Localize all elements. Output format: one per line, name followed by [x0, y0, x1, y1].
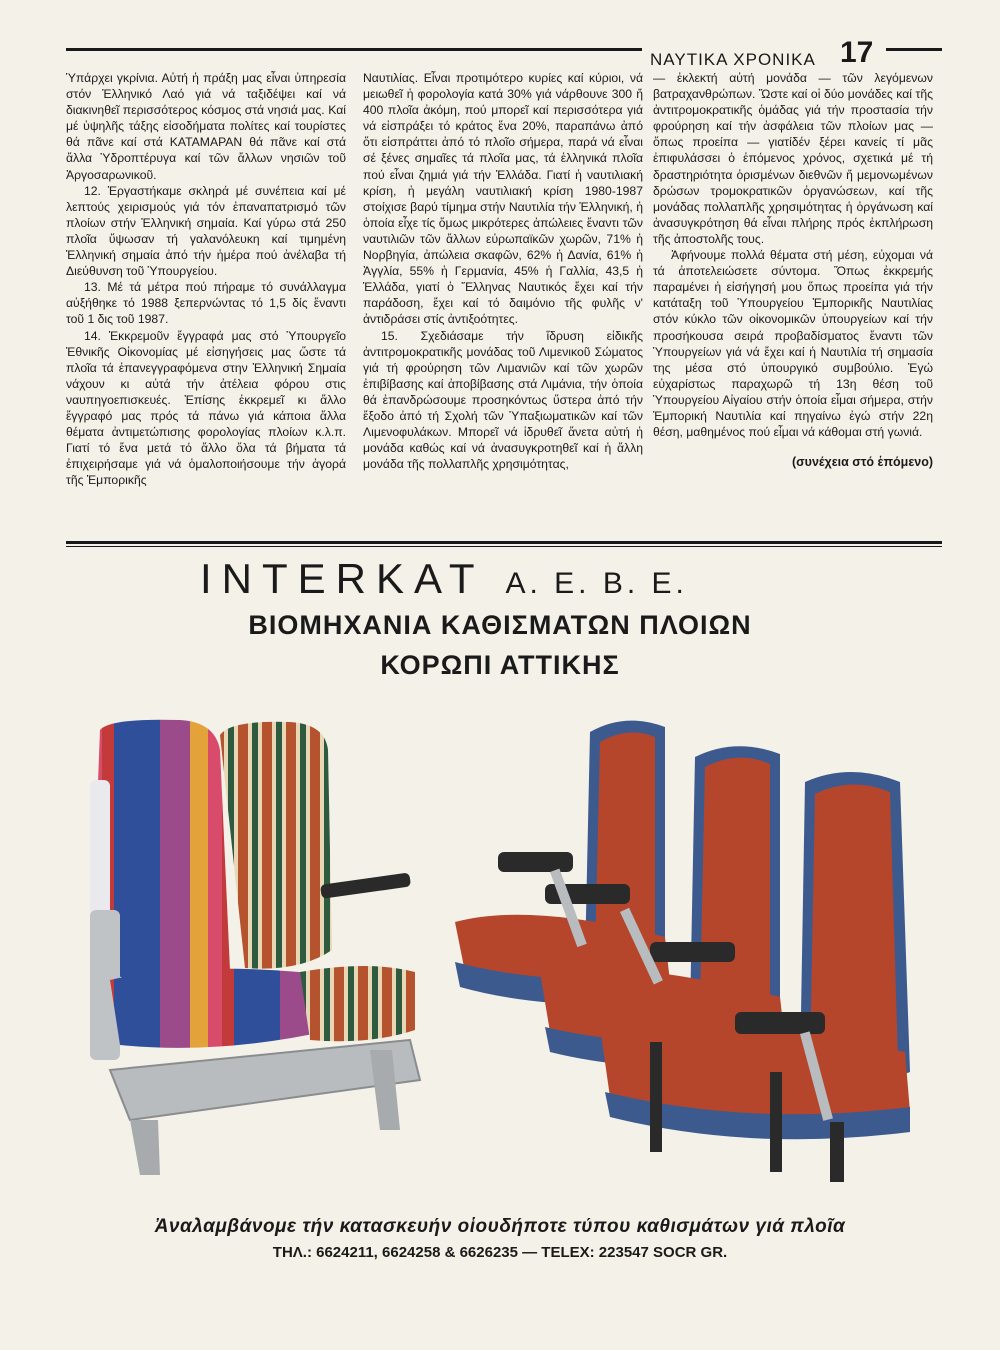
ad-subtitle-location: ΚΟΡΩΠΙ ΑΤΤΙΚΗΣ [380, 650, 620, 680]
paragraph: 14. Ἐκκρεμοῦν ἔγγραφά μας στό Ὑπουργεῖο Ἐθνικῆς Οἰκονομίας μέ εἰσηγήσεις μας ὥστε τά πλοῖα τά ἐπανεγγραφόμενα στην Ἑλληνική Σημαία νάχουν κι αὐτά τήν ἀτέλεια φόρου στις ναυπηγοεπισκευές. Ἐπίσης ἐκκρεμεῖ κι ἄλλο ἔγγραφό μας πρός τά πάνω γιά κάποια ἄλλα θέματα ἀντιμετώπισης φορολογίας πλοίων κ.λ.π. Γιατί τό ἔνα μετά τό ἄλλο ὅλα τά βήματα τά ἐπιχειρήσαμε γιά νά ὁμαλοποιήσουμε τήν ἀγορά τῆς Ἐμπορικῆς [66, 328, 346, 488]
row-seats-photo [450, 712, 940, 1190]
header-rule-left [66, 48, 642, 51]
header-rule-right [886, 48, 942, 51]
paragraph: Ναυτιλίας. Εἶναι προτιμότερο κυρίες καί κύριοι, νά μειωθεῖ ἡ φορολογία κατά 30% γιά νάρθουνε 300 ἤ 400 πλοῖα ἀκόμη, πού μπορεῖ καί περισσότερα γιά νά εἰσπράξει τό κράτος ἕνα 20%, παραπάνω ἀπό ὅτι εἰσπράττει ἀπό τό πλοῖο σήμερα, παρά νά εἶναι σέ ξένες σημαῖες τά πλοῖα μας, τά ἑλληνικά πλοῖα πού εἶναι ζημιά γιά τήν Ἑλλάδα. Γιατί ἡ ναυτιλιακή κρίση, ἡ μεγάλη ναυτιλιακή κρίση 1980-1987 στοίχισε βαρύ τίμημα στήν Ναυτιλία τήν Ἑλληνική, ἡ ὁποία εἶχε τίς ὅμως μικρότερες ἀπώλειες ἔναντι τῶν ναυτιλιῶν τῶν ἄλλων εὐρωπαϊκῶν χωρῶν, 71% ἡ Νορβηγία, ἀπώλεια σκαφῶν, 62% ἡ Δανία, 61% ἡ Ἀγγλία, 55% ἡ Γερμανία, 45% ἡ Γαλλία, 43,5 ἡ Ἑλλάδα, γιατί ὁ Ἕλληνας Ναυτικός ἔχει καί τήν παράδοση, ἔχει καί τό δαιμόνιο τῆς φυλῆς ν' ἀντιδράσει στίς ἀντιξοότητες. [363, 71, 643, 327]
paragraph: 15. Σχεδιάσαμε τήν ἵδρυση εἰδικῆς ἀντιτρομοκρατικῆς μονάδας τοῦ Λιμενικοῦ Σώματος γιά τή φρούρηση τῶν Λιμανιῶν καί τῶν χωρῶν ἐπιβίβασης καί ἀποβίβασης στά Λιμάνια, τήν ὁποία θά ἐπανδρώσουμε προσηκόντως ὕστερα ἀπό τήν ἔξοδο ἀπό τή Σχολή τῶν Ὑπαξιωματικῶν καί τῶν Λιμενοφυλάκων. Μπορεῖ νά ἱδρυθεῖ ἄνετα αὐτή ἡ μονάδα καθώς καί νά ἀνασυγκροτηθεῖ καί ἡ ἄλλη μονάδα τῆς πολλαπλῆς χρησιμότητας, [363, 328, 643, 472]
paragraph: 12. Ἐργαστήκαμε σκληρά μέ συνέπεια καί μέ λεπτούς χειρισμούς γιά τόν ἐπαναπατρισμό τῶν πλοίων στήν Ἑλληνική σημαία. Καί γύρω στά 250 πλοῖα ὕψωσαν τή γαλανόλευκη καί τιμημένη Ἑλληνική σημαία ἀπό τήν ἡμέρα πού ἀνέλαβα τή Διεύθυνση τοῦ Ὑπουργείου. [66, 183, 346, 279]
ad-contact: ΤΗΛ.: 6624211, 6624258 & 6626235 — TELEX: 223547 SOCR GR. [272, 1244, 728, 1261]
paragraph: — ἐκλεκτή αὐτή μονάδα — τῶν λεγόμενων βατραχανθρώπων. Ὥστε καί οἱ δύο μονάδες καί τῆς ἀντιτρομοκρατικῆς ὁμάδας γιά τήν προστασία τήν φρούρηση καί τήν ἀσφάλεια τῶν πλοίων μας — ὅπως προείπα — γιατίδέν ξέρει κανείς τί μᾶς ἐπιφυλάσσει ὁ ἐπόμενος χρόνος, σχετικά μέ τή δραστηριότητα ὁρισμένων διεθνῶν ἤ μεμονωμένων δρώσων τρομοκρατικῶν ὀργανώσεων, καί τῆς μονάδας πολλαπλῆς χρησιμότητας ἡ ὀργάνωση καί ἀνασυγκρότηση θά εἶναι πλήρης πρός ἐκπλήρωση τῆς ἀποστολῆς τους. [653, 71, 933, 246]
magazine-title: ΝΑΥΤΙΚΑ ΧΡΟΝΙΚΑ [650, 50, 816, 69]
company-suffix: A. E. B. E. [505, 567, 688, 600]
paragraph: Ἀφήνουμε πολλά θέματα στή μέση, εὐχομαι νά τά ἀποτελειώσετε σύντομα. Ὅπως ἐκκρεμής παραμένει ἡ εἰσήγησή μου ὅπως προείπα γιά τήν κατάταξη τοῦ Ὑπουργείου Ἐμπορικῆς Ναυτιλίας στόν κύκλο τῶν οἰκονομικῶν ὑπουργείων καί τήν προσήκουσα σειρά προβαδίσματος ἔναντι τῶν Ὑπουργείων γιά νά ἔχει καί ἡ Ναυτιλία τή σημασία της μέσα στό ὑπουργικό συμβούλιο. Ἐγώ εὐχαρίστως παραχωρῶ τή 13η θέση τοῦ Ὑπουργείου Αἰγαίου στήν ὁποία εἶμαι σήμερα, στήν Ἐμπορική Ναυτιλία καί πηγαίνω ἐγώ στήν 22η θέση, μαθημένος πού εἶμαι νά κάθομαι στή γωνιά. [653, 248, 933, 440]
article-column-2 [363, 70, 643, 472]
ad-tagline: Ἀναλαμβάνομε τήν κατασκευήν οἱουδήποτε τύπου καθισμάτων γιά πλοῖα [154, 1216, 846, 1237]
paragraph: Ὑπάρχει γκρίνια. Αὐτή ἡ πράξη μας εἶναι ὑπηρεσία στόν Ἑλληνικό Λαό γιά νά ταξιδέψει καί νά διακινηθεῖ περισσότερος κόσμος στά νησιά μας. Καί μέ ὑψηλῆς τάξης εἰσοδήματα πολίτες καί τουρίστες θά πᾶνε καί στά ΚΑΤΑΜΑΡΑΝ θά πᾶνε καί στά ἄλλα Ὑδροπτέρυγα καί τῶν ἄλλων νησιῶν τοῦ Ἀργοσαρωνικοῦ. [66, 71, 346, 182]
article-column-1 [66, 70, 346, 488]
ad-company-name [200, 555, 688, 603]
ad-top-rule [66, 541, 942, 544]
page-number: 17 [840, 36, 874, 69]
article-column-3 [653, 70, 933, 470]
company-name: INTERKAT [200, 555, 484, 602]
paragraph: 13. Μέ τά μέτρα πού πήραμε τό συνάλλαγμα αὐξήθηκε τό 1988 ξεπερνώντας τό 1,5 δίς ἔναντι τοῦ 1 δις τοῦ 1987. [66, 280, 346, 327]
ad-subtitle-industry: ΒΙΟΜΗΧΑΝΙΑ ΚΑΘΙΣΜΑΤΩΝ ΠΛΟΙΩΝ [248, 610, 752, 640]
continued-note: (συνέχεια στό ἑπόμενο) [791, 455, 933, 470]
striped-seats-photo [70, 710, 450, 1180]
ad-top-rule-thin [66, 546, 942, 547]
